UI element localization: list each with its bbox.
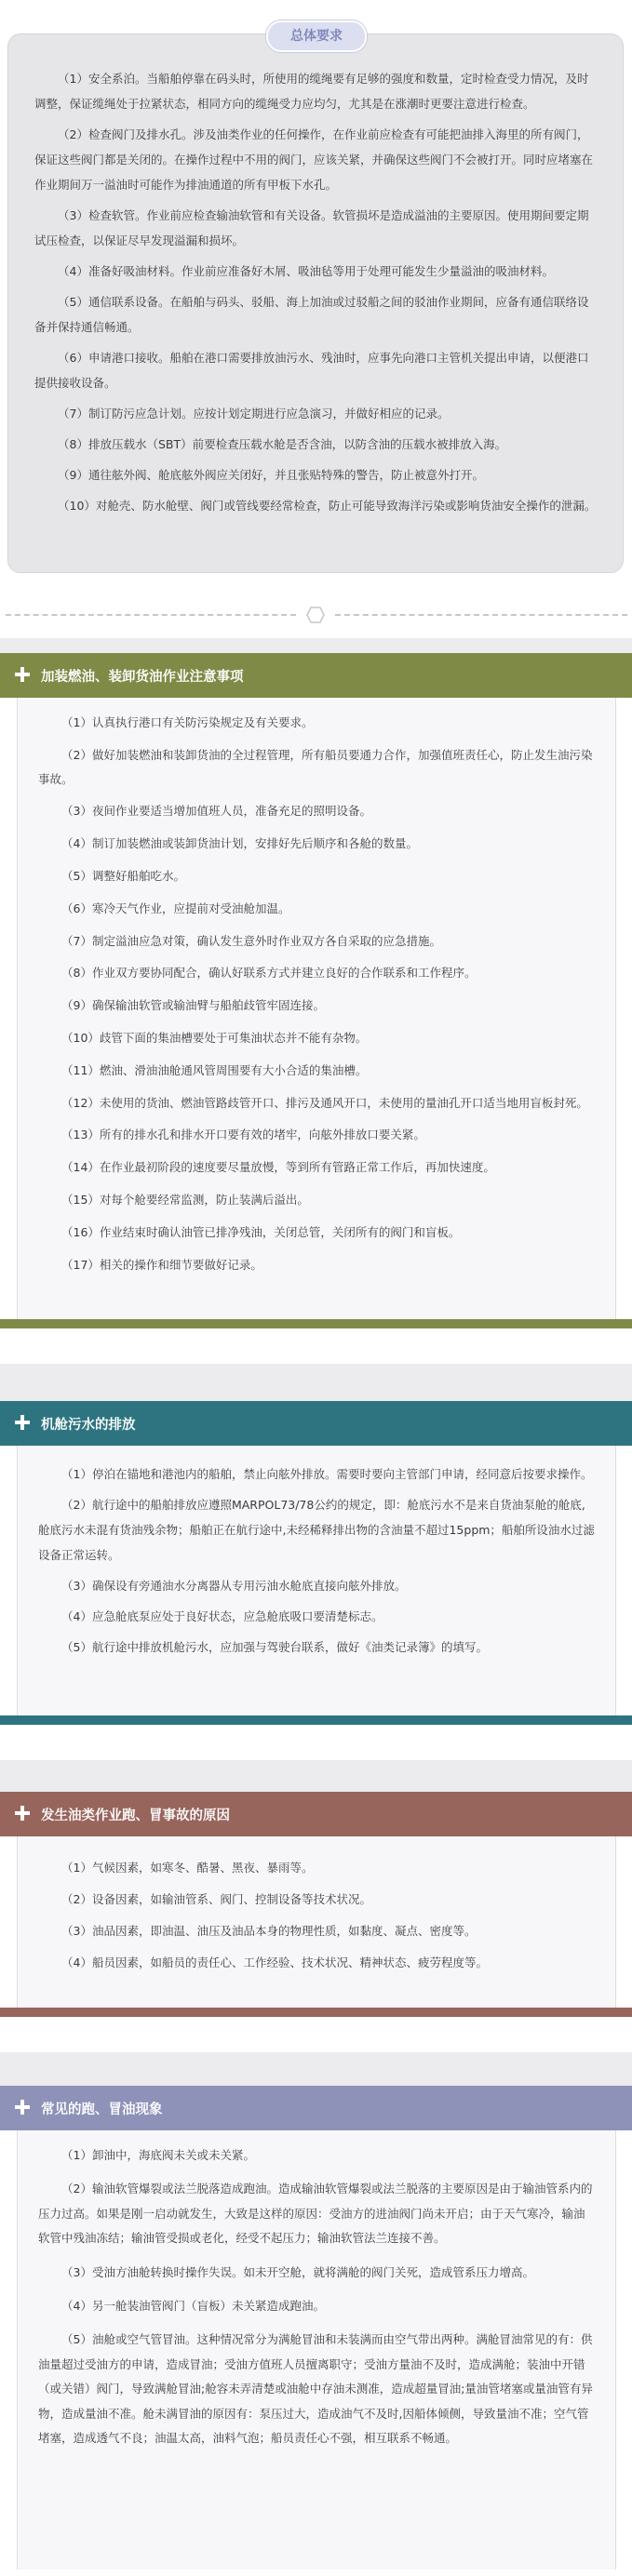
list-item: （10）歧管下面的集油槽要处于可集油状态并不能有杂物。 [61,1030,368,1045]
section-title-common-spill-phenomena: 常见的跑、冒油现象 [41,2102,163,2117]
list-item: （6）申请港口接收。船舶在港口需要排放油污水、残油时，应事先向港口主管机关提出申请，以便港口提供接收设备。 [34,351,589,390]
list-item: （8）排放压载水（SBT）前要检查压载水舱是否含油，以防含油的压载水被排放入海。 [58,437,507,451]
list-item: （1）认真执行港口有关防污染规定及有关要求。 [61,715,314,729]
list-item: （14）在作业最初阶段的速度要尽量放慢，等到所有管路正常工作后，再加快速度。 [61,1160,495,1175]
list-item: （15）对每个舱要经常监测，防止装满后溢出。 [61,1192,309,1207]
list-item: （12）未使用的货油、燃油管路歧管开口、排污及通风开口，未使用的量油孔开口适当地用盲板封死。 [61,1095,588,1110]
list-item: （3）夜间作业要适当增加值班人员，准备充足的照明设备。 [61,804,371,819]
list-item: （4）准备好吸油材料。作业前应准备好木屑、吸油毡等用于处理可能发生少量溢油的吸油材料。 [58,264,554,278]
section-banner [0,653,632,698]
list-item: （5）调整好船舶吃水。 [61,868,185,883]
list-item: （4）制订加装燃油或装卸货油计划，安排好先后顺序和各舱的数量。 [61,836,418,851]
list-item: （1）卸油中，海底阀未关或未关紧。 [61,2148,255,2162]
list-item: （1）停泊在锚地和港池内的船舶，禁止向舷外排放。需要时要向主管部门申请，经同意后按要求操作。 [61,1467,593,1481]
list-item: （2）输油软管爆裂或法兰脱落造成跑油。造成输油软管爆裂或法兰脱落的主要原因是由于输油管系内的压力过高。如果是刚一启动就发生，大致是这样的原因：受油方的进油阀门尚未开启；由于天气寒冷，输油软管中残油冻结；输油管受损或老化，经受不起压力；输油软管法兰连接不善。 [38,2182,593,2246]
list-item: （8）作业双方要协同配合，确认好联系方式并建立良好的合作联系和工作程序。 [61,966,477,981]
section-top-strip [0,638,632,653]
list-item: （5）通信联系设备。在船舶与码头、驳船、海上加油或过驳船之间的驳油作业期间，应备有通信联络设备并保持通信畅通。 [34,295,589,334]
list-item: （3）受油方油舱转换时操作失误。如未开空舱，就将满舱的阀门关死，造成管系压力增高。 [61,2264,534,2279]
plus-icon [15,1415,30,1430]
section-top-strip [0,2052,632,2086]
list-item: （5）航行途中排放机舱污水，应加强与驾驶台联系，做好《油类记录簿》的填写。 [61,1640,488,1654]
list-item: （4）船员因素，如船员的责任心、工作经验、技术状况、精神状态、疲劳程度等。 [61,1955,488,1969]
list-item: （2）设备因素，如输油管系、阀门、控制设备等技术状况。 [61,1892,371,1906]
section-banner [0,1792,632,1836]
bilge-water-card [17,1446,616,1715]
list-item: （7）制订防污应急计划。应按计划定期进行应急演习，并做好相应的记录。 [58,407,450,420]
section-title-fueling-precautions: 加装燃油、装卸货油作业注意事项 [41,670,244,685]
list-item: （16）作业结束时确认油管已排净残油，关闭总管，关闭所有的阀门和盲板。 [61,1224,461,1239]
list-item: （7）制定溢油应急对策，确认发生意外时作业双方各自采取的应急措施。 [61,933,441,948]
plus-icon [15,2100,30,2115]
general-requirements-box [7,33,624,573]
section-title-bilge-water-discharge: 机舱污水的排放 [41,1418,136,1433]
fueling-precautions-card [17,698,616,1319]
list-item: （4）应急舱底泵应处于良好状态，应急舱底吸口要清楚标志。 [61,1609,383,1623]
section-divider [0,608,632,621]
section-title-general-requirements: 总体要求 [266,20,367,52]
plus-icon [15,667,30,682]
list-item: （1）安全系泊。当船舶停靠在码头时，所使用的缆绳要有足够的强度和数量，定时检查受力情况，及时调整，保证缆绳处于拉紧状态，相同方向的缆绳受力应均匀，尤其是在涨潮时更要注意进行检查。 [34,72,589,111]
list-item: （6）寒冷天气作业，应提前对受油舱加温。 [61,901,290,915]
list-item: （11）燃油、滑油油舱通风管周围要有大小合适的集油槽。 [61,1062,368,1077]
section-bottom-bar [0,1319,632,1328]
section-banner [0,2086,632,2130]
list-item: （9）确保输油软管或输油臂与船舶歧管牢固连接。 [61,998,325,1013]
section-banner [0,1401,632,1446]
section-title-spill-causes: 发生油类作业跑、冒事故的原因 [41,1809,230,1823]
plus-icon [15,1806,30,1821]
spill-causes-card [17,1836,616,2008]
section-top-strip [0,1364,632,1401]
list-item: （3）确保设有旁通油水分离器从专用污油水舱底直接向舷外排放。 [61,1579,407,1593]
section-bottom-bar [0,2008,632,2017]
list-item: （3）油品因素，即油温、油压及油品本身的物理性质，如黏度、凝点、密度等。 [61,1924,477,1938]
list-item: （9）通往舷外阀、舱底舷外阀应关闭好，并且张贴特殊的警告，防止被意外打开。 [58,468,484,482]
list-item: （2）航行途中的船舶排放应遵照MARPOL73/78公约的规定，即：舱底污水不是来自货油泵舱的舱底,舱底污水未混有货油残余物；船舶正在航行途中,未经稀释排出物的含油量不超过15ppm；船舶所设油水过滤设备正常运转。 [38,1498,595,1562]
list-item: （17）相关的操作和细节要做好记录。 [61,1257,262,1272]
list-item: （13）所有的排水孔和排水开口要有效的堵牢，向舷外排放口要关紧。 [61,1128,425,1142]
list-item: （4）另一舱装油管阀门（盲板）未关紧造成跑油。 [61,2299,325,2314]
list-item: （2）检查阀门及排水孔。涉及油类作业的任何操作，在作业前应检查有可能把油排入海里的所有阀门，保证这些阀门都是关闭的。在操作过程中不用的阀门，应该关紧，并确保这些阀门不会被打开。同时应堵塞在作业期间万一溢油时可能作为排油通道的所有甲板下水孔。 [34,127,594,192]
section-top-strip [0,1760,632,1792]
list-item: （3）检查软管。作业前应检查输油软管和有关设备。软管损坏是造成溢油的主要原因。使用期间要定期试压检查，以保证尽早发现溢漏和损坏。 [34,208,589,247]
list-item: （2）做好加装燃油和装卸货油的全过程管理，所有船员要通力合作，加强值班责任心，防止发生油污染事故。 [38,747,593,786]
section-bottom-bar [0,1715,632,1725]
hexagon-icon [306,607,325,623]
list-item: （5）油舱或空气管冒油。这种情况常分为满舱冒油和未装满而由空气带出两种。满舱冒油常见的有：供油量超过受油方的申请，造成冒油；受油方值班人员擅离职守；受油方量油不及时，造成满舱；装油中开错（或关错）阀门，导致满舱冒油;舱容未弄清楚或油舱中存油未测准，造成超量冒油;量油管堵塞或量油管有异物，造成量油不准。舱未满冒油的原因有：泵压过大，造成油气不及时,因船体倾侧，导致量油不准；空气管堵塞，造成透气不良；油温太高，油料气泡；船员责任心不强，相互联系不畅通。 [38,2332,593,2446]
list-item: （1）气候因素，如寒冬、酷暑、黑夜、暴雨等。 [61,1861,314,1875]
common-spill-card [17,2130,616,2569]
list-item: （10）对舱壳、防水舱壁、阀门或管线要经常检查，防止可能导致海洋污染或影响货油安全操作的泄漏。 [58,499,597,513]
